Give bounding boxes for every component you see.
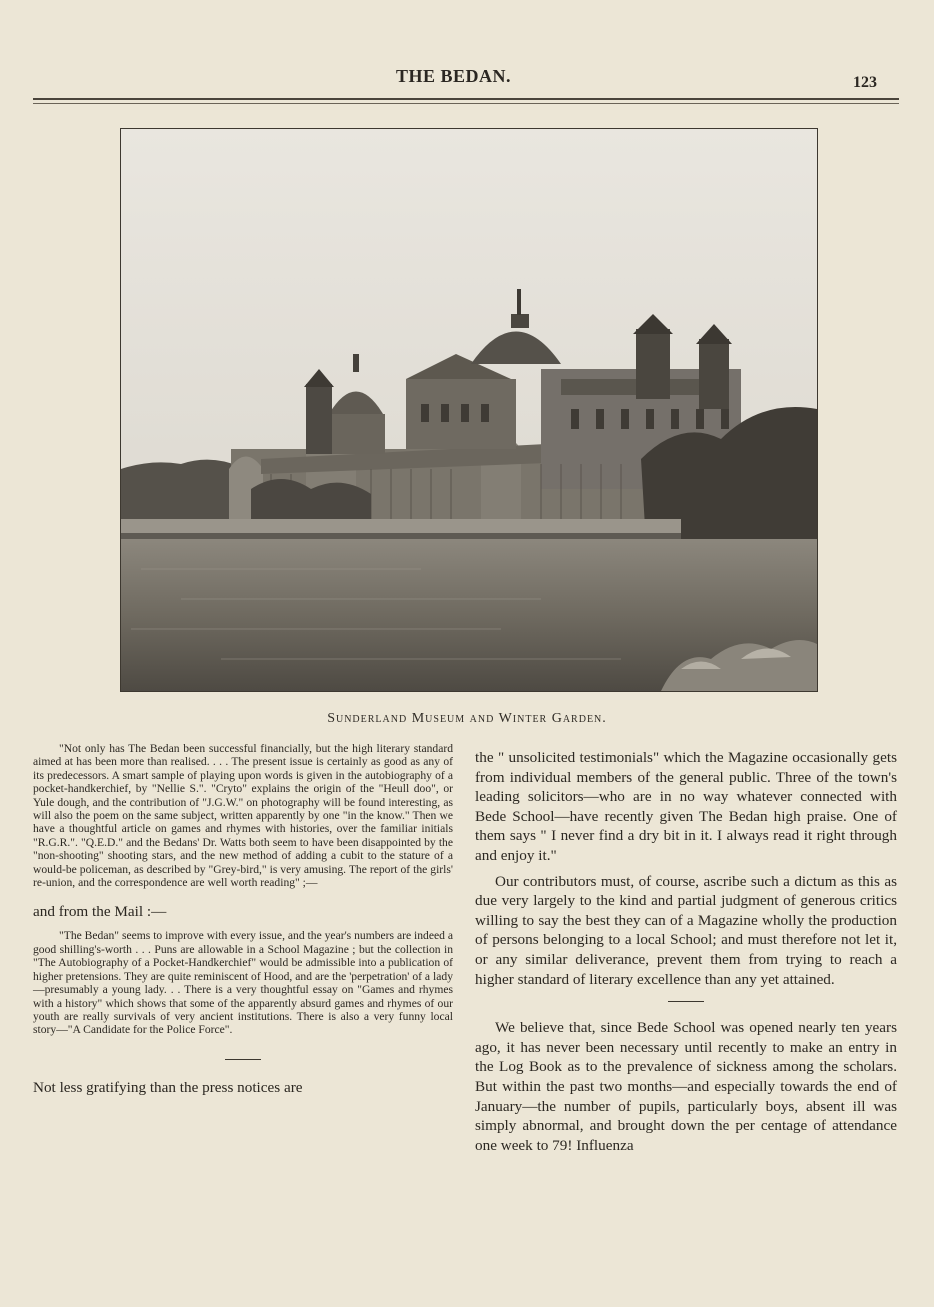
sickness-paragraph: We believe that, since Bede School was opened nearly ten years ago, it has never been necessary until recently to make an entry in the Log Book as to the prevalence of sickness among the scholars. But within the past two months—and especially towards the end of January—the number of pupils, particularly boys, absent ill was simply abnormal, and brought down the per centage of attendance one week to 79! Influenza (475, 1019, 897, 1154)
left-column (33, 742, 453, 1097)
header-rule (33, 98, 899, 100)
press-quote-2: "The Bedan" seems to improve with every issue, and the year's numbers are indeed a good shilling's-worth . . . Puns are allowable in a School Magazine ; but the collection in "The Autobiography of a Pocket-Handkerchief" would be admissible into a publication of higher pretensions. They are quite reminiscent of Hood, and are the 'perpetration' of a lady—presumably a young lady. . . There is a very thoughtful essay on "Games and rhymes with a history" which shows that some of the apparently absurd games and rhymes of our youth are really survivals of very ancient institutions. There is also a very funny local story—"A Candidate for the Police Force". (33, 929, 453, 1037)
photo-caption: Sunderland Museum and Winter Garden. (327, 711, 607, 726)
header-rule-thin (33, 103, 899, 104)
mail-intro: and from the Mail :— (33, 903, 167, 921)
running-head: THE BEDAN. (396, 66, 512, 86)
page-number: 123 (853, 74, 877, 91)
right-column (475, 748, 897, 1155)
photograph-illustration (121, 129, 817, 691)
museum-photograph (120, 128, 818, 692)
testimonials-paragraph: the " unsolicited testimonials" which the Magazine occasionally gets from individual members of the general public. Three of the town's leading solicitors—who are in no way whatever connected with Bede School—have recently given The Bedan high praise. One of them says " I never find a dry bit in it. I always read it right through and enjoy it." (475, 749, 897, 864)
closing-line: Not less gratifying than the press notices are (33, 1078, 303, 1096)
section-divider-right (668, 1001, 704, 1002)
contributors-paragraph: Our contributors must, of course, ascribe such a dictum as this as due very largely to the kind and partial judgment of generous critics willing to say the best they can of a Magazine wholly the production of persons belonging to a local School; and must therefore not let it, or any similar deliverance, prevent them from trying to reach a higher standard of literary excellence than any yet attained. (475, 872, 897, 988)
press-quote-1: "Not only has The Bedan been successful financially, but the high literary standard aimed at has been more than realised. . . . The present issue is certainly as good as any of its predecessors. A smart sample of playing upon words is given in the autobiography of a pocket-handkerchief, by "Nellie S.". "Cryto" explains the origin of the "Heull doo", or Yule dough, and the contribution of "J.G.W." on photography will be found interesting, as will also the poem on the same subject, written apparently by one "in the know." Then we have a thoughtful article on games and rhymes with histories, over the familiar initials "R.G.R.". "Q.E.D." and the Bedans' Dr. Watts both seem to have been disappointed by the "non-shooting" shooting stars, and the new method of adding a cubit to the stature of a would-be policeman, as described by "Grey-bird," is very amusing. The report of the girls' re-union, and the correspondence are well worth reading" ;— (33, 742, 453, 890)
section-divider (225, 1059, 261, 1060)
